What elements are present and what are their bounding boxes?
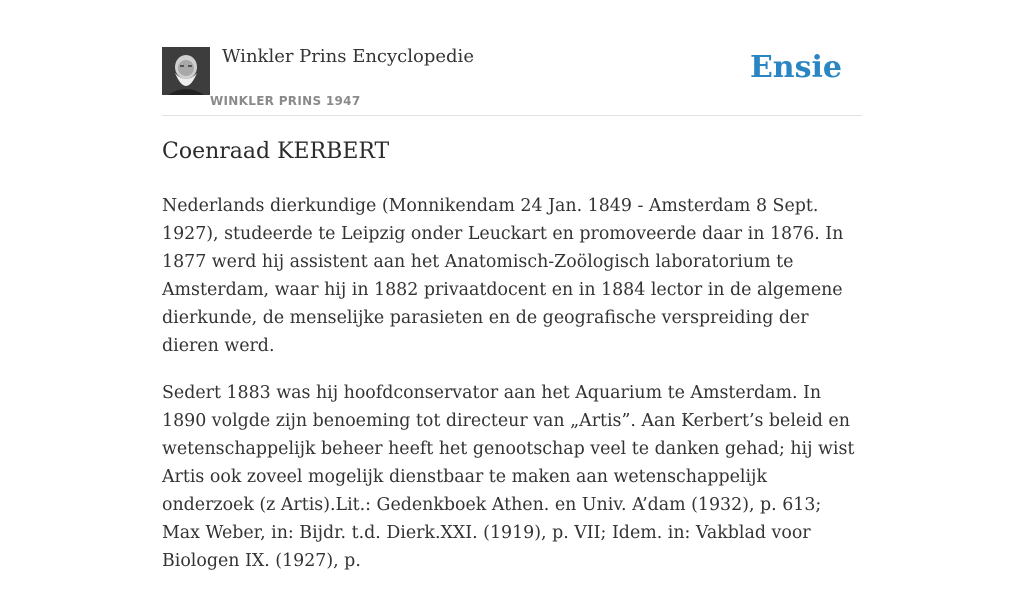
article-body [162, 192, 862, 594]
page-container [162, 0, 862, 571]
brand-logo-link[interactable]: Ensie [749, 50, 842, 85]
article-paragraph: Nederlands dierkundige (Monnikendam 24 Jan. 1849 - Amsterdam 8 Sept. 1927), studeerde te Leipzig onder Leuckart en promoveerde daar in 1876. In 1877 werd hij assistent aan het Anatomisch-Zoölogisch laboratorium te Amsterdam, waar hij in 1882 privaatdocent en in 1884 lector in de algemene dierkunde, de menselijke parasieten en de geografische verspreiding der dieren werd. [162, 196, 844, 356]
article-title: Coenraad KERBERT [162, 139, 390, 164]
header-divider [162, 115, 862, 116]
author-avatar [162, 47, 210, 95]
article-paragraph: Sedert 1883 was hij hoofdconservator aan het Aquarium te Amsterdam. In 1890 volgde zijn benoeming tot directeur van „Artis”. Aan Kerbert’s beleid en wetenschappelijk beheer heeft het genootschap veel te danken gehad; hij wist Artis ook zoveel mogelijk dienstbaar te maken aan wetenschappelijk onderzoek (z Artis).Lit.: Gedenkboek Athen. en Univ. A’dam (1932), p. 613; Max Weber, in: Bijdr. t.d. Dierk.XXI. (1919), p. VII; Idem. in: Vakblad voor Biologen IX. (1927), p. [162, 383, 855, 571]
bearded-man-portrait-icon [162, 47, 210, 95]
site-subtitle[interactable]: WINKLER PRINS 1947 [210, 94, 361, 108]
site-title[interactable]: Winkler Prins Encyclopedie [222, 46, 474, 67]
